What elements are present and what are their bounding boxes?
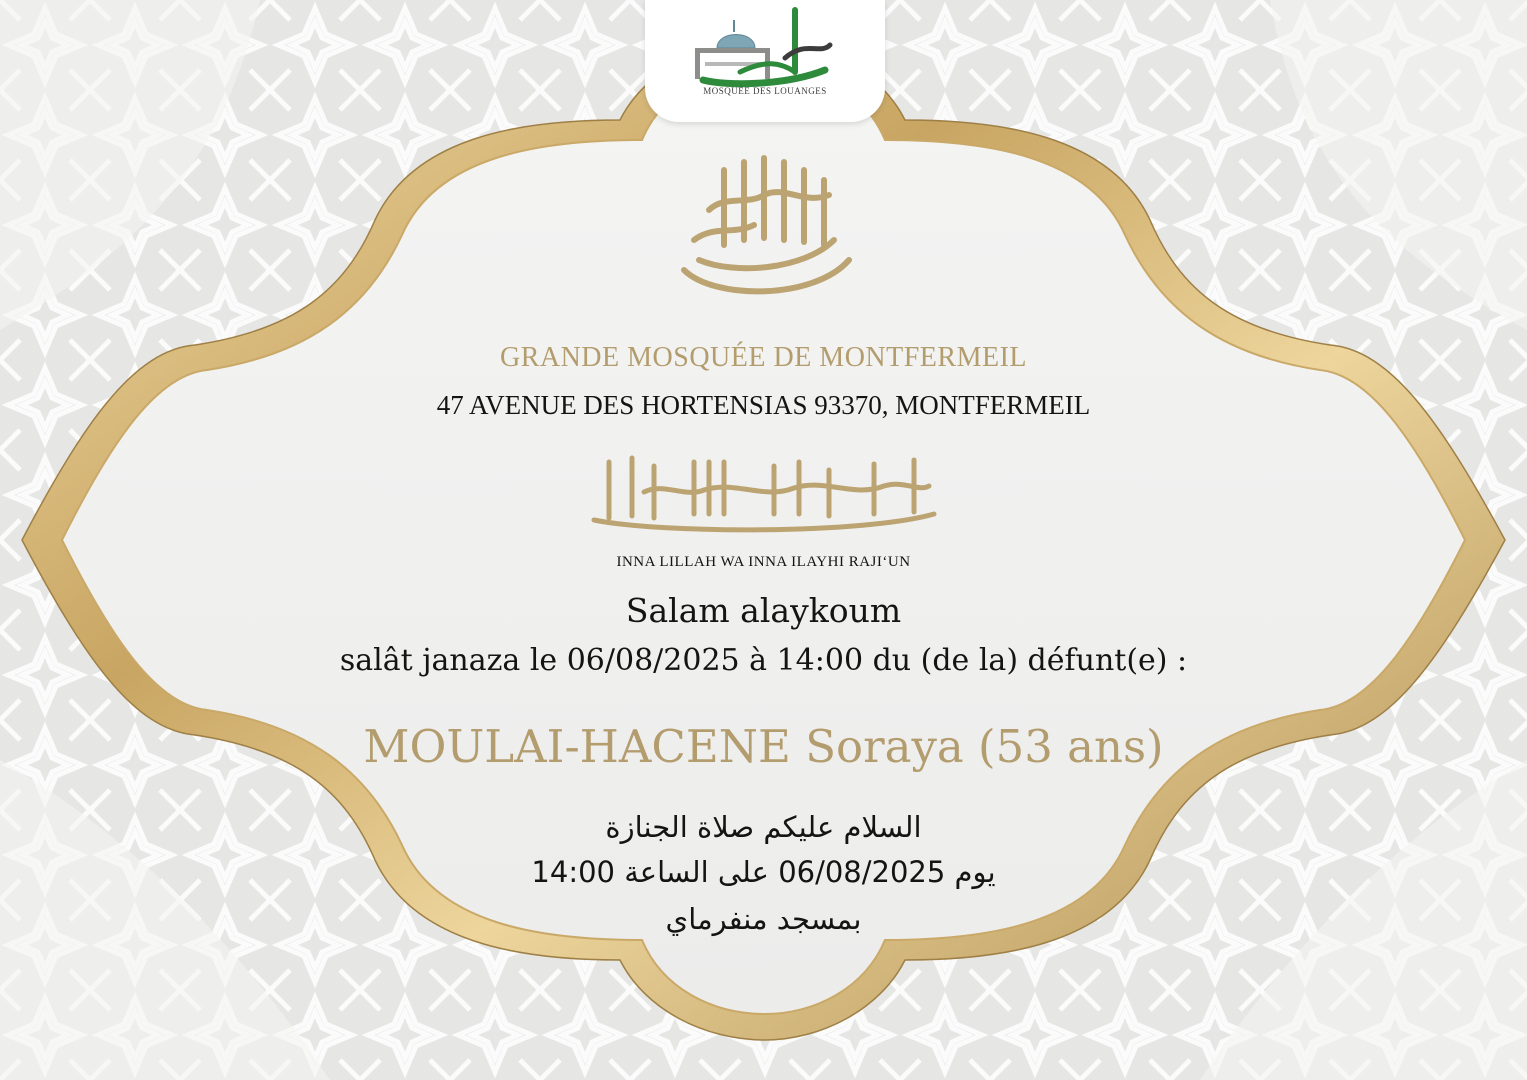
basmala-text: بسم الله الرحمن الرحيم	[763, 308, 774, 309]
inna-arabic-text: إنا لله وإنا إليه راجعون	[763, 540, 773, 541]
janaza-date-ar: يوم 06/08/2025 على الساعة 14:00	[531, 855, 996, 889]
janaza-place-ar: بمسجد منفرماي	[665, 902, 862, 936]
janaza-announcement-fr: salât janaza le 06/08/2025 à 14:00 du (de la) défunt(e) :	[339, 643, 1188, 678]
mosque-logo-icon	[645, 0, 885, 122]
inna-lillah-icon	[584, 452, 944, 542]
mosque-address: 47 AVENUE DES HORTENSIAS 93370, MONTFERMEIL	[436, 390, 1091, 420]
greeting-fr: Salam alaykoum	[625, 591, 902, 630]
mosque-name: GRANDE MOSQUÉE DE MONTFERMEIL	[499, 342, 1028, 373]
deceased-name: MOULAI-HACENE Soraya (53 ans)	[363, 720, 1164, 773]
inna-lillah-calligraphy	[0, 452, 1527, 542]
logo-tab	[645, 0, 885, 122]
inna-translit: INNA LILLAH WA INNA ILAYHI RAJI‘UN	[616, 554, 911, 570]
basmala-icon	[654, 150, 874, 310]
greeting-ar: السلام عليكم صلاة الجنازة	[605, 810, 922, 844]
basmala-calligraphy	[0, 150, 1527, 310]
logo-caption: MOSQUÉE DES LOUANGES	[703, 86, 827, 96]
